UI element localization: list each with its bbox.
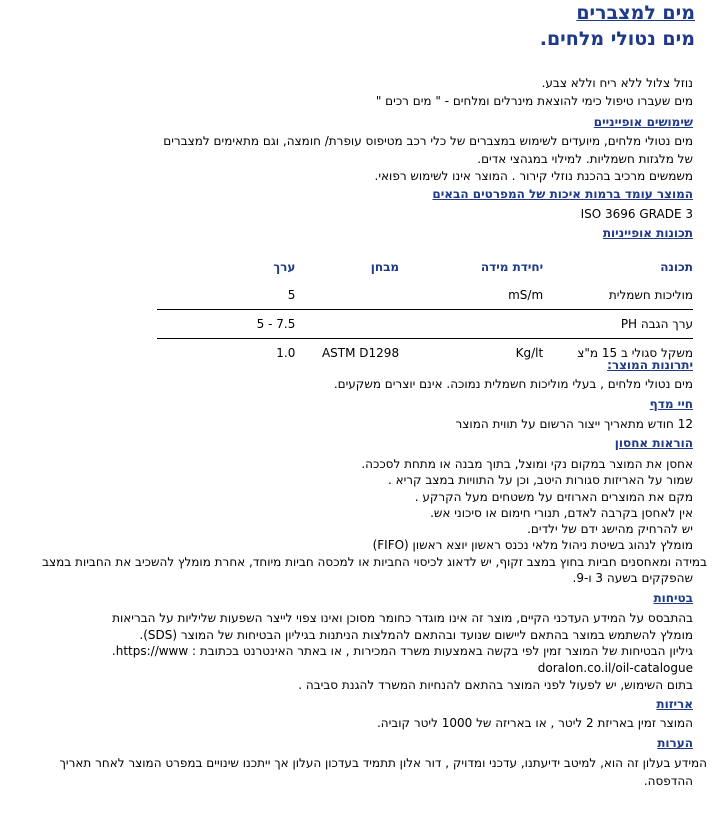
storage-line: שמור על האריזות סגורות היטב, וכן על התוויות במצב קריא . xyxy=(387,473,693,487)
column-header: מבחן xyxy=(370,260,400,274)
column-header: ערך xyxy=(273,260,296,274)
shelf-life-heading: חיי מדף xyxy=(649,397,693,411)
intro-line: מים שעברו טיפול כימי להוצאת מינרלים ומלחים - " מים רכים " xyxy=(375,94,693,108)
shelf-life-text: 12 חודש מתאריך ייצור הרשום על תווית המוצר xyxy=(455,417,693,431)
cell-value: 5 - 7.5 xyxy=(256,317,296,331)
safety-heading: בטיחות xyxy=(653,591,693,605)
table-cell: ערך הגבה PH xyxy=(620,317,693,331)
table-cell: 1.0 xyxy=(276,346,296,360)
uses-line: משמשים מרכיב בהכנת נוזלי קירור . המוצר אינו לשימוש רפואי. xyxy=(374,169,693,183)
uses-heading: שימושים אופייניים xyxy=(593,115,693,129)
uses-line: מים נטולי מלחים, מיועדים לשימוש במצברים של כלי רכב מטיפוס עופרת/ חומצה, וגם מתאימים למצברים xyxy=(163,134,693,148)
page-subtitle: מים נטולי מלחים. xyxy=(539,28,695,50)
safety-line: בתום השימוש, יש לפעול לפני המוצר בהתאם להנחיות המשרד להגנת סביבה . xyxy=(298,678,693,692)
table-cell xyxy=(295,281,399,310)
storage-heading: הוראות אחסון xyxy=(614,436,693,450)
notes-line: המידע בעלון זה הוא, למיטב ידיעתנו, עדכני ומדויק , דור אלון תתמיד בעדכון העלון אך ייתכנו שינויים במפרט המוצר לאחר תאריך xyxy=(59,756,707,770)
packaging-text: המוצר זמין באריזת 2 ליטר , או באריזה של 1000 ליטר קוביה. xyxy=(376,716,693,730)
notes-heading: הערות xyxy=(657,736,693,750)
page-title: מים למצברים xyxy=(576,2,695,24)
safety-line: גיליון הבטיחות של המוצר זמין לפי בקשה באמצעות משרד המכירות , או באתר האינטרנט בכתובת : https://www. xyxy=(111,644,693,658)
table-cell: מוליכות חשמלית xyxy=(608,288,693,302)
properties-heading: תכונות אופייניות xyxy=(602,226,693,240)
table-header-row xyxy=(157,253,693,281)
storage-line: מקם את המוצרים הארוזים על משטחים מעל הקרקע . xyxy=(414,490,693,504)
column-header: יחידת מידה xyxy=(480,260,544,274)
storage-line: יש להרחיק מהישג ידם של ילדים. xyxy=(527,522,693,536)
table-row xyxy=(157,310,693,339)
column-header: תכונה xyxy=(660,260,693,274)
intro-line: נוזל צלול ללא ריח וללא צבע. xyxy=(541,76,693,90)
storage-line: שהפקקים בשעה 3 ו-9. xyxy=(572,571,693,585)
table-cell: 5 xyxy=(287,288,296,302)
advantages-heading: יתרונות המוצר: xyxy=(607,358,693,372)
safety-line: בהתבסס על המידע העדכני הקיים, מוצר זה אינו מוגדר כחומר מסוכן ואינו צפוי לייצר השפעות שליליות על הבריאות xyxy=(112,611,693,625)
standard-heading: המוצר עומד ברמות איכות של המפרטים הבאים xyxy=(432,187,693,201)
table-cell xyxy=(399,310,543,339)
table-cell: Kg/lt xyxy=(515,346,544,360)
table-cell: משקל סגולי ב 15 מ"צ xyxy=(577,346,693,360)
table-cell: mS/m xyxy=(508,288,544,302)
table-cell: ASTM D1298 xyxy=(321,346,400,360)
uses-line: של מלגזות חשמליות. למילוי במגהצי אדים. xyxy=(477,152,693,166)
table-cell xyxy=(157,310,295,339)
storage-line: אחסן את המוצר במקום נקי ומוצל, בתוך מבנה או מתחת לסככה. xyxy=(361,457,693,471)
table-cell xyxy=(295,310,399,339)
storage-line: במידה ומאחסנים חביות בחוץ במצב זקוף, יש לדאוג לכיסוי החביות או למכסה חביות מיוחד, אחרת מומלץ להשכיב את החביות במצב xyxy=(42,555,707,569)
standard-value: ISO 3696 GRADE 3 xyxy=(580,207,693,221)
table-row xyxy=(157,281,693,310)
advantages-text: מים נטולי מלחים , בעלי מוליכות חשמלית נמוכה. אינם יוצרים משקעים. xyxy=(333,377,693,391)
properties-table xyxy=(157,253,693,367)
storage-line: אין לאחסן בקרבה לאדם, תנורי חימום או סיכוני אש. xyxy=(430,506,693,520)
packaging-heading: אריזות xyxy=(656,697,693,711)
safety-link[interactable]: doralon.co.il/oil-catalogue xyxy=(537,661,693,675)
notes-line: ההדפסה. xyxy=(643,774,693,788)
storage-line: מומלץ לנהוג בשיטת ניהול מלאי נכנס ראשון יוצא ראשון (FIFO) xyxy=(372,538,693,552)
safety-line: מומלץ להשתמש במוצר בהתאם ליישום שנועד ובהתאם להמלצות הניתנות בגיליון הבטיחות של המוצר (SDS). xyxy=(139,628,693,642)
